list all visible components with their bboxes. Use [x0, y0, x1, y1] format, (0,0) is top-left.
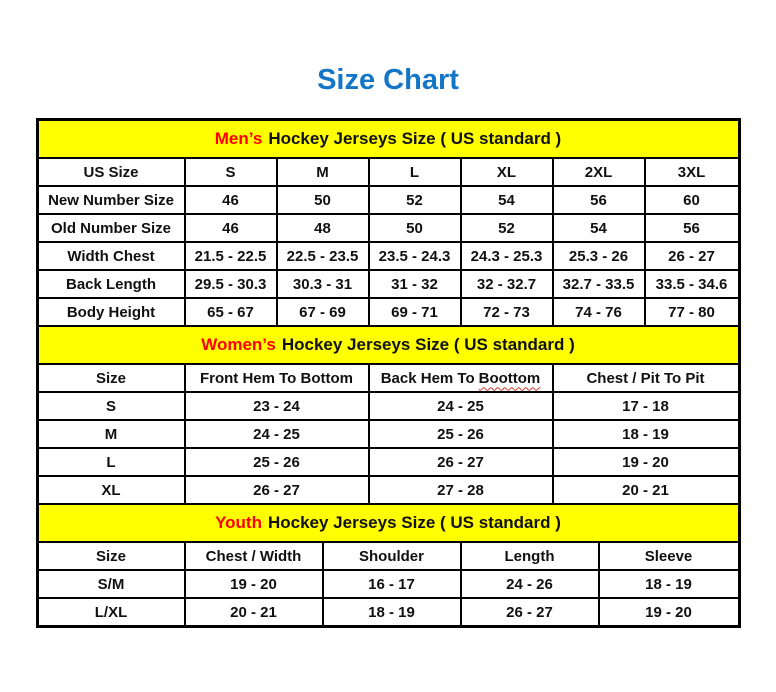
table-cell: 26 - 27 [186, 477, 370, 505]
column-header: Back Hem To Boottom [370, 365, 554, 393]
column-header: Sleeve [600, 543, 738, 571]
table-cell: 56 [554, 187, 646, 215]
table-cell: 18 - 19 [600, 571, 738, 599]
column-header: 3XL [646, 159, 738, 187]
table-cell: 65 - 67 [186, 299, 278, 327]
section-heading-text: Hockey Jerseys Size ( US standard ) [268, 129, 562, 148]
row-label: Width Chest [39, 243, 186, 271]
table-cell: 50 [278, 187, 370, 215]
table-cell: 20 - 21 [554, 477, 738, 505]
table-section-womens [39, 327, 738, 505]
table-cell: 54 [462, 187, 554, 215]
table-cell: 27 - 28 [370, 477, 554, 505]
table-cell: 24 - 26 [462, 571, 600, 599]
table-cell: 30.3 - 31 [278, 271, 370, 299]
table-cell: 67 - 69 [278, 299, 370, 327]
table-cell: 46 [186, 215, 278, 243]
section-heading-mens [39, 121, 738, 159]
table-cell: 60 [646, 187, 738, 215]
section-heading-text: Hockey Jerseys Size ( US standard ) [267, 513, 561, 532]
table-cell: 18 - 19 [554, 421, 738, 449]
table-cell: 21.5 - 22.5 [186, 243, 278, 271]
column-header: S [186, 159, 278, 187]
table-cell: 52 [462, 215, 554, 243]
section-heading-highlight: Women’s [201, 335, 276, 354]
table-cell: 24 - 25 [186, 421, 370, 449]
table-section-mens [39, 121, 738, 327]
table-cell: 50 [370, 215, 462, 243]
table-cell: 16 - 17 [324, 571, 462, 599]
page-title: Size Chart [317, 64, 459, 96]
column-header: US Size [39, 159, 186, 187]
section-heading-womens [39, 327, 738, 365]
row-label: S [39, 393, 186, 421]
table-cell: 20 - 21 [186, 599, 324, 625]
table-cell: 19 - 20 [554, 449, 738, 477]
table-section-youth [39, 505, 738, 625]
table-cell: 24 - 25 [370, 393, 554, 421]
section-heading-text: Hockey Jerseys Size ( US standard ) [281, 335, 575, 354]
row-label: L [39, 449, 186, 477]
column-header: 2XL [554, 159, 646, 187]
table-cell: 23 - 24 [186, 393, 370, 421]
table-cell: 19 - 20 [645, 603, 692, 621]
table-cell: 22.5 - 23.5 [278, 243, 370, 271]
table-cell: 72 - 73 [462, 299, 554, 327]
table-cell: 26 - 27 [646, 243, 738, 271]
table-cell: 46 [186, 187, 278, 215]
row-label: S/M [39, 571, 186, 599]
row-label: Body Height [39, 299, 186, 327]
table-cell: 25.3 - 26 [554, 243, 646, 271]
table-cell: 26 - 27 [462, 599, 600, 625]
column-header: Size [39, 543, 186, 571]
column-header: L [370, 159, 462, 187]
misspelled-word: Boottom [478, 369, 541, 387]
table-cell: 18 - 19 [324, 599, 462, 625]
table-cell: 54 [554, 215, 646, 243]
column-header: Size [39, 365, 186, 393]
table-cell: 56 [646, 215, 738, 243]
column-header: Length [462, 543, 600, 571]
table-cell: 19 - 20 [186, 571, 324, 599]
row-label: Old Number Size [39, 215, 186, 243]
table-cell: 77 - 80 [646, 299, 738, 327]
table-cell: 52 [370, 187, 462, 215]
column-header: Chest / Pit To Pit [554, 365, 738, 393]
table-cell: 31 - 32 [370, 271, 462, 299]
table-cell: 17 - 18 [554, 393, 738, 421]
table-cell: 26 - 27 [370, 449, 554, 477]
row-label: XL [39, 477, 186, 505]
table-cell: 24.3 - 25.3 [462, 243, 554, 271]
size-chart-table [36, 118, 741, 628]
table-cell: 23.5 - 24.3 [370, 243, 462, 271]
table-cell: 74 - 76 [554, 299, 646, 327]
column-header: Shoulder [324, 543, 462, 571]
column-header: XL [462, 159, 554, 187]
row-label: Back Length [39, 271, 186, 299]
table-cell: 48 [278, 215, 370, 243]
column-header: M [278, 159, 370, 187]
table-cell: 33.5 - 34.6 [646, 271, 738, 299]
table-cell: 25 - 26 [186, 449, 370, 477]
row-label: M [39, 421, 186, 449]
column-header: Front Hem To Bottom [186, 365, 370, 393]
section-heading-highlight: Youth [215, 513, 262, 532]
section-heading-youth [39, 505, 738, 543]
table-cell: 29.5 - 30.3 [186, 271, 278, 299]
table-cell: 25 - 26 [370, 421, 554, 449]
column-header: Chest / Width [186, 543, 324, 571]
table-cell: 32.7 - 33.5 [554, 271, 646, 299]
row-label: New Number Size [39, 187, 186, 215]
row-label: L/XL [39, 599, 186, 625]
table-cell: 32 - 32.7 [462, 271, 554, 299]
table-cell: 69 - 71 [370, 299, 462, 327]
section-heading-highlight: Men’s [214, 129, 263, 148]
